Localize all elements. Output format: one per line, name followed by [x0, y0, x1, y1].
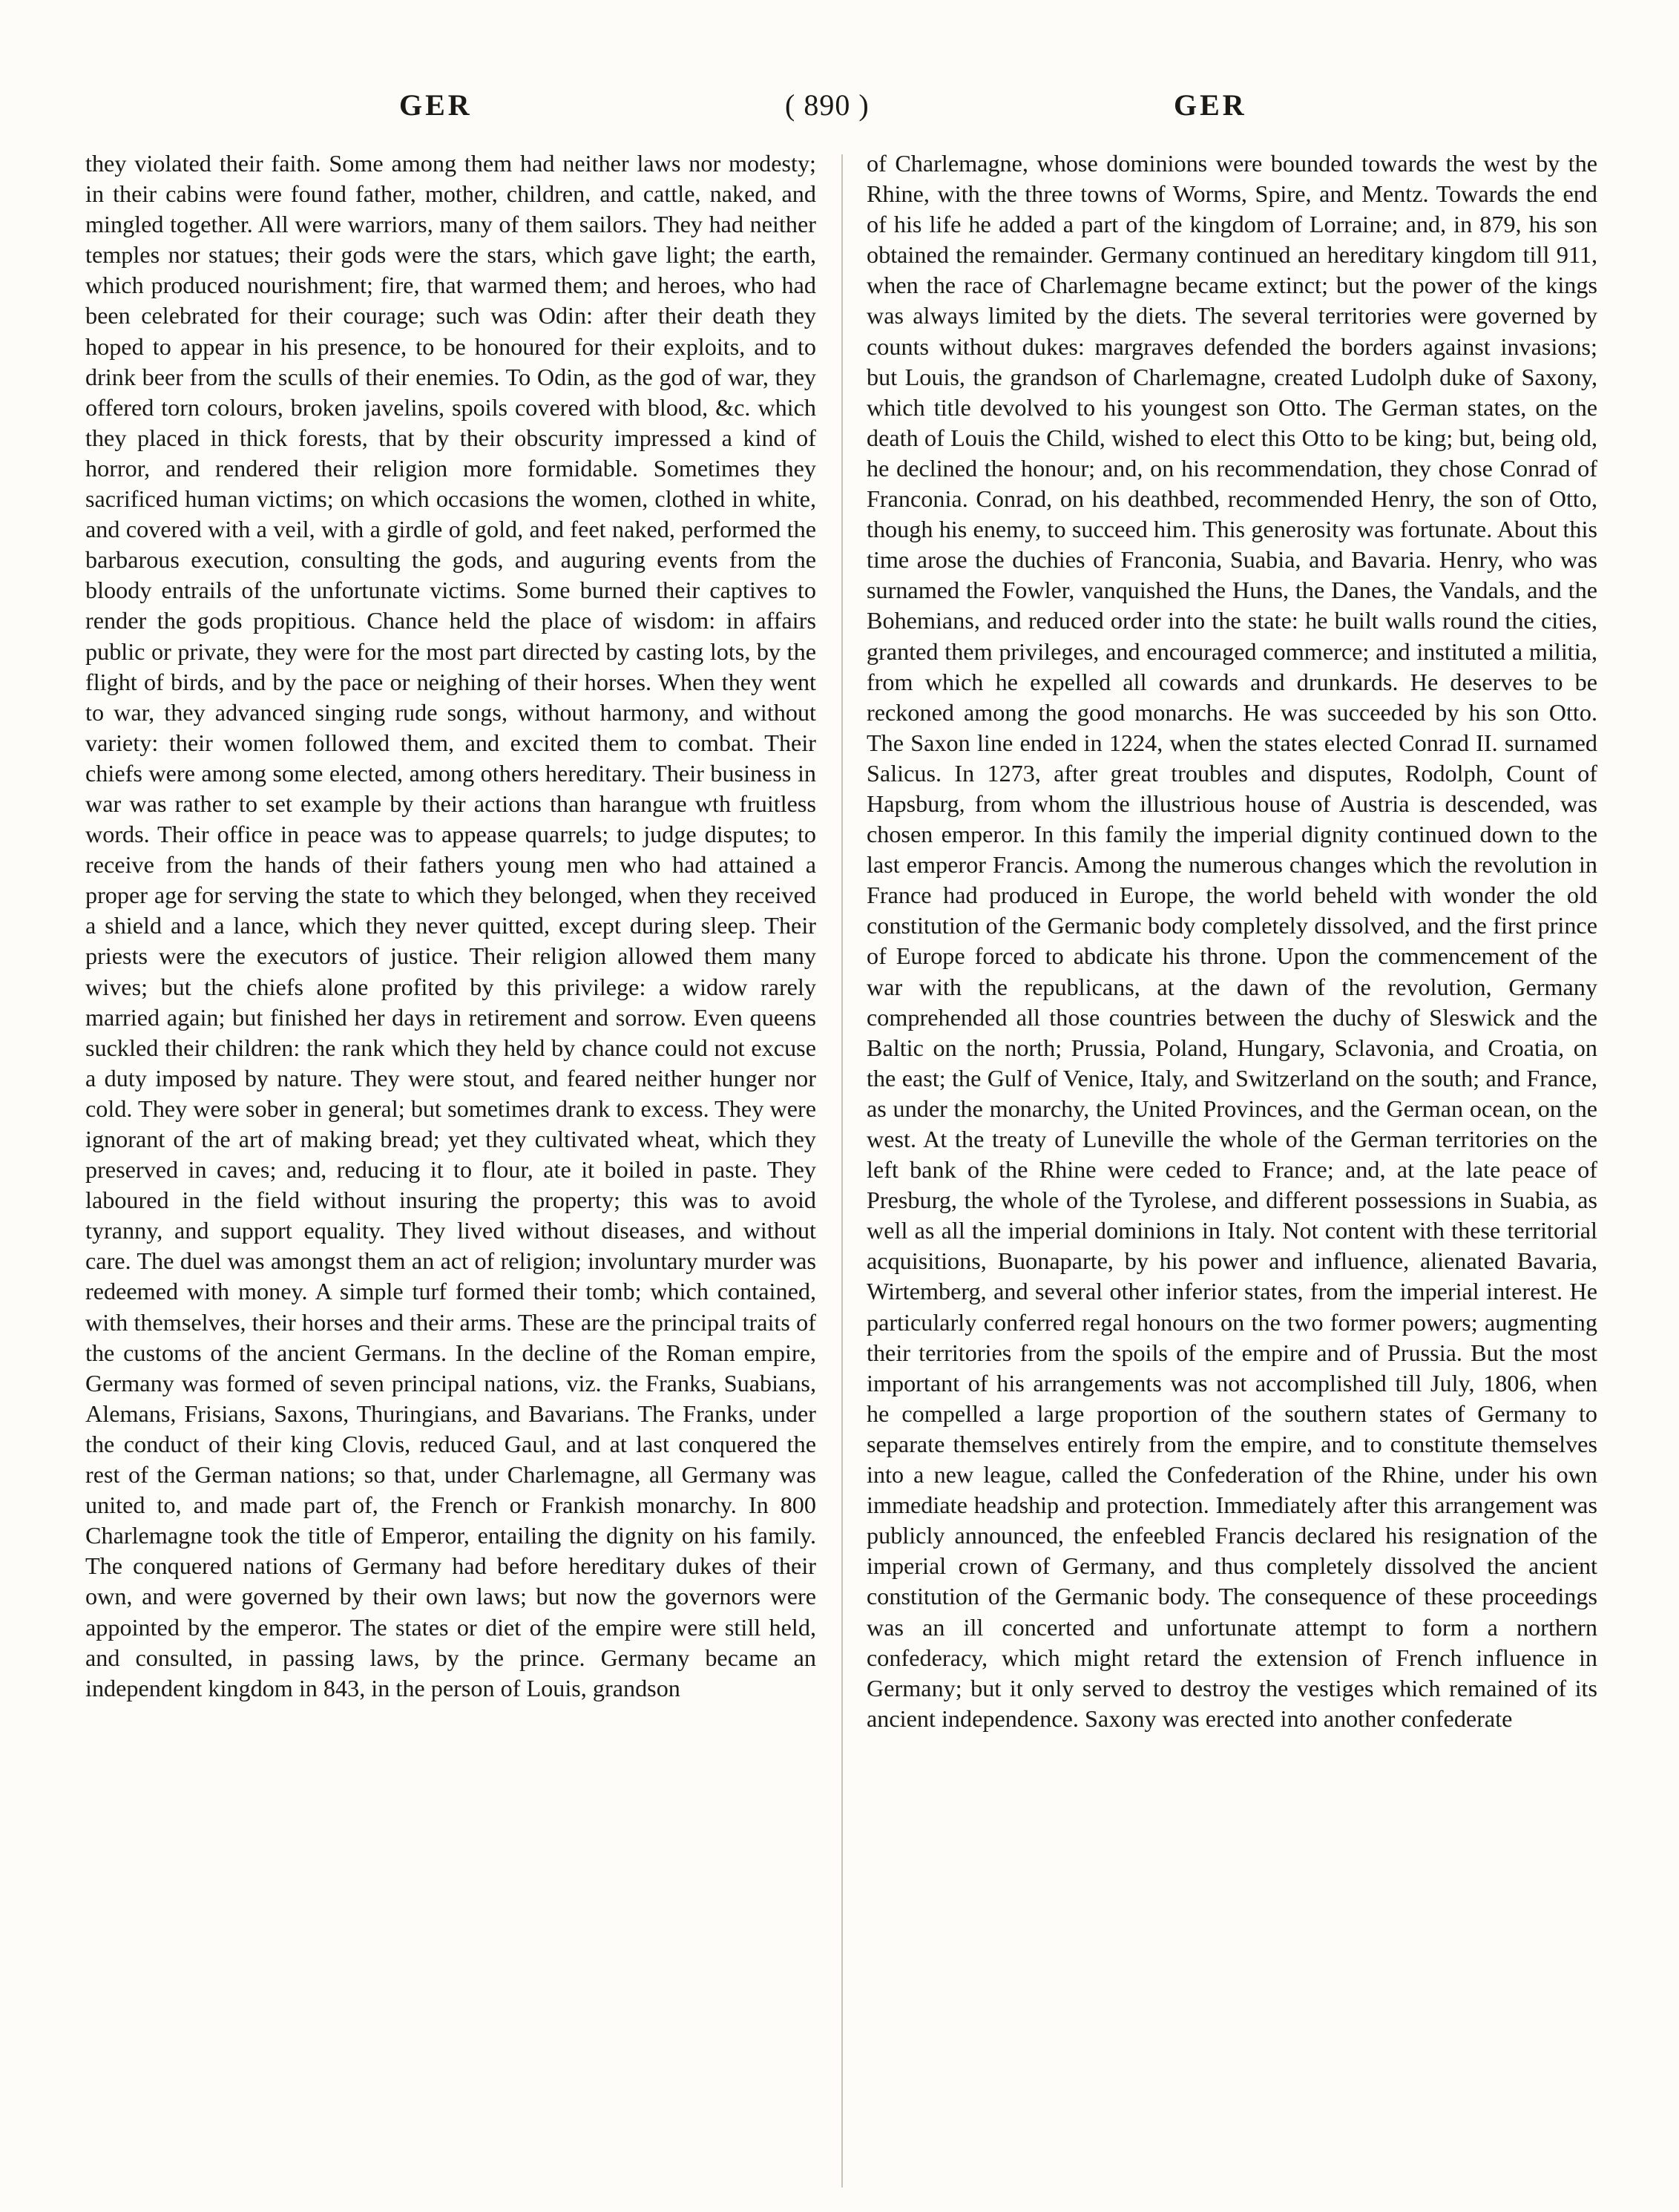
- running-head-right: GER: [1174, 88, 1247, 122]
- text-column-right: [867, 148, 1597, 2196]
- running-head: [0, 88, 1679, 132]
- paragraph-right: of Charlemagne, whose dominions were bounded towards the west by the Rhine, with the three towns of Worms, Spire, and Mentz. Towards the end of his life he added a part of the kingdom of Lorraine; and, in 879, his son obtained the remainder. Germany continued an hereditary kingdom till 911, when the race of Charlemagne became extinct; but the power of the kings was always limited by the diets. The several territories were governed by counts without dukes: margraves defended the borders against invasions; but Louis, the grandson of Charlemagne, created Ludolph duke of Saxony, which title devolved to his youngest son Otto. The German states, on the death of Louis the Child, wished to elect this Otto to be king; but, being old, he declined the honour; and, on his recommendation, they chose Conrad of Franconia. Conrad, on his deathbed, recommended Henry, the son of Otto, though his enemy, to succeed him. This generosity was fortunate. About this time arose the duchies of Franconia, Suabia, and Bavaria. Henry, who was surnamed the Fowler, vanquished the Huns, the Danes, the Vandals, and the Bohemians, and reduced order into the state: he built walls round the cities, granted them privileges, and encouraged commerce; and instituted a militia, from which he expelled all cowards and drunkards. He deserves to be reckoned among the good monarchs. He was succeeded by his son Otto. The Saxon line ended in 1224, when the states elected Conrad II. surnamed Salicus. In 1273, after great troubles and disputes, Rodolph, Count of Hapsburg, from whom the illustrious house of Austria is descended, was chosen emperor. In this family the imperial dignity continued down to the last emperor Francis. Among the numerous changes which the revolution in France had produced in Europe, the world beheld with wonder the old constitution of the Germanic body completely dissolved, and the first prince of Europe forced to abdicate his throne. Upon the commencement of the war with the republicans, at the dawn of the revolution, Germany comprehended all those countries between the duchy of Sleswick and the Baltic on the north; Prussia, Poland, Hungary, Sclavonia, and Croatia, on the east; the Gulf of Venice, Italy, and Switzerland on the south; and France, as under the monarchy, the United Provinces, and the German ocean, on the west. At the treaty of Luneville the whole of the German territories on the left bank of the Rhine were ceded to France; and, at the late peace of Presburg, the whole of the Tyrolese, and different possessions in Suabia, as well as all the imperial dominions in Italy. Not content with these territorial acquisitions, Buonaparte, by his power and influence, alienated Bavaria, Wirtemberg, and several other inferior states, from the imperial interest. He particularly conferred regal honours on the two former powers; augmenting their territories from the spoils of the empire and of Prussia. But the most important of his arrangements was not accomplished till July, 1806, when he compelled a large proportion of the southern states of Germany to separate themselves entirely from the empire, and to constitute themselves into a new league, called the Confederation of the Rhine, under his own immediate headship and protection. Immediately after this arrangement was publicly announced, the enfeebled Francis declared his resignation of the imperial crown of Germany, and thus completely dissolved the ancient constitution of the Germanic body. The consequence of these proceedings was an ill concerted and unfortunate attempt to form a northern confederacy, which might retard the extension of French influence in Germany; but it only served to destroy the vestiges which remained of its ancient independence. Saxony was erected into another confederate: [867, 150, 1597, 1732]
- page-number: ( 890 ): [785, 88, 870, 122]
- text-column-left: [85, 148, 816, 2196]
- paragraph-left: they violated their faith. Some among them had neither laws nor modesty; in their cabins were found father, mother, children, and cattle, naked, and mingled together. All were warriors, many of them sailors. They had neither temples nor statues; their gods were the stars, which gave light; the earth, which produced nourishment; fire, that warmed them; and heroes, who had been celebrated for their courage; such was Odin: after their death they hoped to appear in his presence, to be honoured for their exploits, and to drink beer from the sculls of their enemies. To Odin, as the god of war, they offered torn colours, broken javelins, spoils covered with blood, &c. which they placed in thick forests, that by their obscurity impressed a kind of horror, and rendered their religion more formidable. Sometimes they sacrificed human victims; on which occasions the women, clothed in white, and covered with a veil, with a girdle of gold, and feet naked, performed the barbarous execution, consulting the gods, and auguring events from the bloody entrails of the unfortunate victims. Some burned their captives to render the gods propitious. Chance held the place of wisdom: in affairs public or private, they were for the most part directed by casting lots, by the flight of birds, and by the pace or neighing of their horses. When they went to war, they advanced singing rude songs, without harmony, and without variety: their women followed them, and excited them to combat. Their chiefs were among some elected, among others hereditary. Their business in war was rather to set example by their actions than harangue wth fruitless words. Their office in peace was to appease quarrels; to judge disputes; to receive from the hands of their fathers young men who had attained a proper age for serving the state to which they belonged, when they received a shield and a lance, which they never quitted, except during sleep. Their priests were the executors of justice. Their religion allowed them many wives; but the chiefs alone profited by this privilege: a widow rarely married again; but finished her days in retirement and sorrow. Even queens suckled their children: the rank which they held by chance could not excuse a duty imposed by nature. They were stout, and feared neither hunger nor cold. They were sober in general; but sometimes drank to excess. They were ignorant of the art of making bread; yet they cultivated wheat, which they preserved in caves; and, reducing it to flour, ate it boiled in paste. They laboured in the field without insuring the property; this was to avoid tyranny, and support equality. They lived without diseases, and without care. The duel was amongst them an act of religion; involuntary murder was redeemed with money. A simple turf formed their tomb; which contained, with themselves, their horses and their arms. These are the principal traits of the customs of the ancient Germans. In the decline of the Roman empire, Germany was formed of seven principal nations, viz. the Franks, Suabians, Alemans, Frisians, Saxons, Thuringians, and Bavarians. The Franks, under the conduct of their king Clovis, reduced Gaul, and at last conquered the rest of the German nations; so that, under Charlemagne, all Germany was united to, and made part of, the French or Frankish monarchy. In 800 Charlemagne took the title of Emperor, entailing the dignity on his family. The conquered nations of Germany had before hereditary dukes of their own, and were governed by their own laws; but now the governors were appointed by the emperor. The states or diet of the empire were still held, and consulted, in passing laws, by the prince. Germany became an independent kingdom in 843, in the person of Louis, grandson: [85, 150, 816, 1701]
- running-head-left: GER: [399, 88, 473, 122]
- column-divider: [841, 154, 843, 2188]
